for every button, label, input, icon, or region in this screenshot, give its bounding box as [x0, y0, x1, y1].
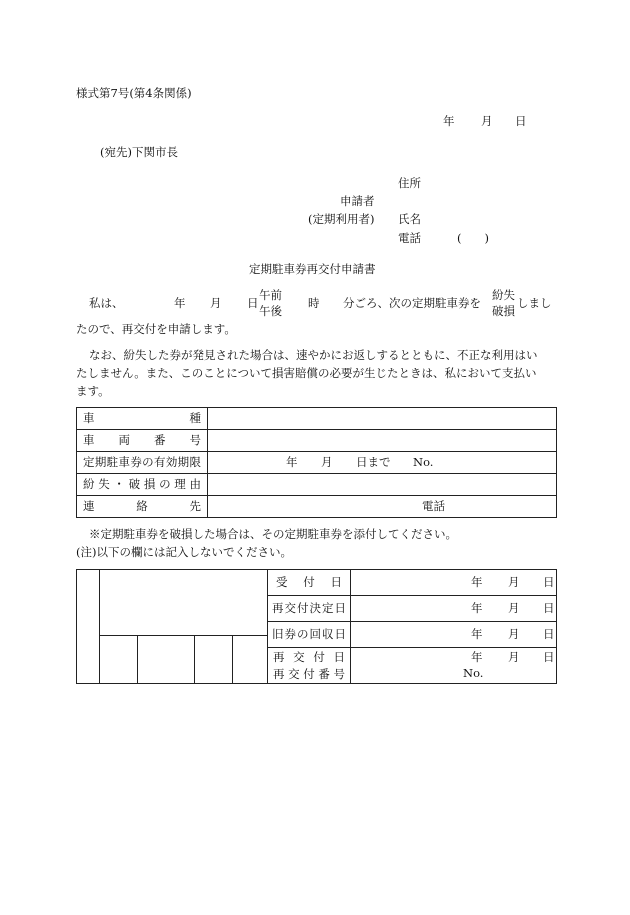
form-number: 様式第7号(第4条関係) [76, 86, 192, 100]
old-ticket-label: 旧券の回収日 [272, 626, 346, 641]
validity-until: 日まで [356, 455, 391, 469]
office-blank-left [77, 570, 100, 684]
phone-label: 電話 [398, 231, 421, 245]
date-year: 年 [443, 114, 455, 128]
body-year: 年 [174, 296, 186, 310]
reissue-no: No. [463, 666, 484, 680]
validity-year: 年 [286, 455, 298, 469]
table-row [77, 570, 557, 596]
body-para2-line1: なお、紛失した券が発見された場合は、速やかにお返しするとともに、不正な利用はい [89, 348, 538, 362]
receipt-year: 年 [471, 575, 483, 589]
body-shimashi: しまし [517, 296, 552, 310]
document-title: 定期駐車券再交付申請書 [249, 262, 376, 276]
old-ticket-value[interactable] [351, 622, 557, 648]
ticket-info-table [76, 407, 557, 518]
reissue-number-label: 再交付番号 [273, 666, 345, 681]
address-label: 住所 [398, 176, 421, 190]
table-row [77, 430, 557, 452]
car-type-value[interactable] [208, 408, 557, 430]
reason-value[interactable] [208, 474, 557, 496]
reason-label: 紛失・破損の理由 [83, 476, 201, 491]
body-minute-text: 分ごろ、次の定期駐車券を [343, 296, 481, 310]
note-attach: ※定期駐車券を破損した場合は、その定期駐車券を添付してください。 [89, 527, 457, 541]
validity-no: No. [413, 455, 434, 469]
car-type-label-cell [77, 408, 208, 430]
validity-month: 月 [321, 455, 333, 469]
office-blank-stamp [100, 570, 268, 636]
office-use-table [76, 569, 557, 684]
car-number-label: 車両番号 [83, 432, 201, 447]
receipt-day: 日 [543, 575, 555, 589]
old-year: 年 [471, 627, 483, 641]
decision-day: 日 [543, 601, 555, 615]
body-watashi: 私は、 [89, 296, 124, 310]
car-number-value[interactable] [208, 430, 557, 452]
receipt-date-label-cell [268, 570, 351, 596]
contact-value[interactable] [208, 496, 557, 518]
body-hour: 時 [308, 296, 320, 310]
receipt-date-label: 受付日 [276, 574, 342, 589]
reissue-value[interactable] [351, 648, 557, 684]
contact-phone: 電話 [422, 499, 445, 513]
date-day: 日 [515, 114, 527, 128]
applicant-label: 申請者 [340, 194, 375, 208]
decision-month: 月 [508, 601, 520, 615]
decision-year: 年 [471, 601, 483, 615]
validity-label: 定期駐車券の有効期限 [83, 454, 201, 469]
old-month: 月 [508, 627, 520, 641]
table-row [77, 496, 557, 518]
stamp-box-2 [138, 636, 195, 684]
reissue-decision-value[interactable] [351, 596, 557, 622]
reissue-day: 日 [543, 650, 555, 664]
body-lost: 紛失 [492, 288, 515, 302]
body-pm: 午後 [259, 304, 282, 318]
note-office-use: (注)以下の欄には記入しないでください。 [76, 545, 292, 559]
reissue-year: 年 [471, 650, 483, 664]
car-number-label-cell [77, 430, 208, 452]
body-para2-line2: たしません。また、このことについて損害賠償の必要が生じたときは、私において支払い [76, 366, 537, 380]
validity-value[interactable] [208, 452, 557, 474]
stamp-box-3 [195, 636, 233, 684]
car-type-label: 車種 [83, 410, 201, 425]
contact-label-cell [77, 496, 208, 518]
contact-label: 連絡先 [83, 498, 201, 513]
reason-label-cell [77, 474, 208, 496]
table-row [77, 452, 557, 474]
validity-label-cell [77, 452, 208, 474]
name-label: 氏名 [398, 212, 421, 226]
reissue-month: 月 [508, 650, 520, 664]
reissue-date-label: 再交付日 [273, 650, 345, 665]
reissue-label-cell [268, 648, 351, 684]
body-damaged: 破損 [492, 304, 515, 318]
reissue-decision-label: 再交付決定日 [272, 600, 346, 615]
old-ticket-label-cell [268, 622, 351, 648]
body-month: 月 [210, 296, 222, 310]
body-am: 午前 [259, 288, 282, 302]
regular-user-label: (定期利用者) [308, 212, 375, 226]
receipt-month: 月 [508, 575, 520, 589]
phone-paren: ( ) [457, 231, 489, 245]
addressee: (宛先)下関市長 [100, 145, 178, 159]
date-month: 月 [481, 114, 493, 128]
old-day: 日 [543, 627, 555, 641]
receipt-date-value[interactable] [351, 570, 557, 596]
body-day: 日 [247, 296, 259, 310]
reissue-decision-label-cell [268, 596, 351, 622]
body-para2-line3: ます。 [76, 384, 110, 398]
stamp-box-1 [100, 636, 138, 684]
table-row [77, 408, 557, 430]
stamp-box-4 [233, 636, 268, 684]
body-line-2: たので、再交付を申請します。 [76, 322, 236, 336]
table-row [77, 474, 557, 496]
